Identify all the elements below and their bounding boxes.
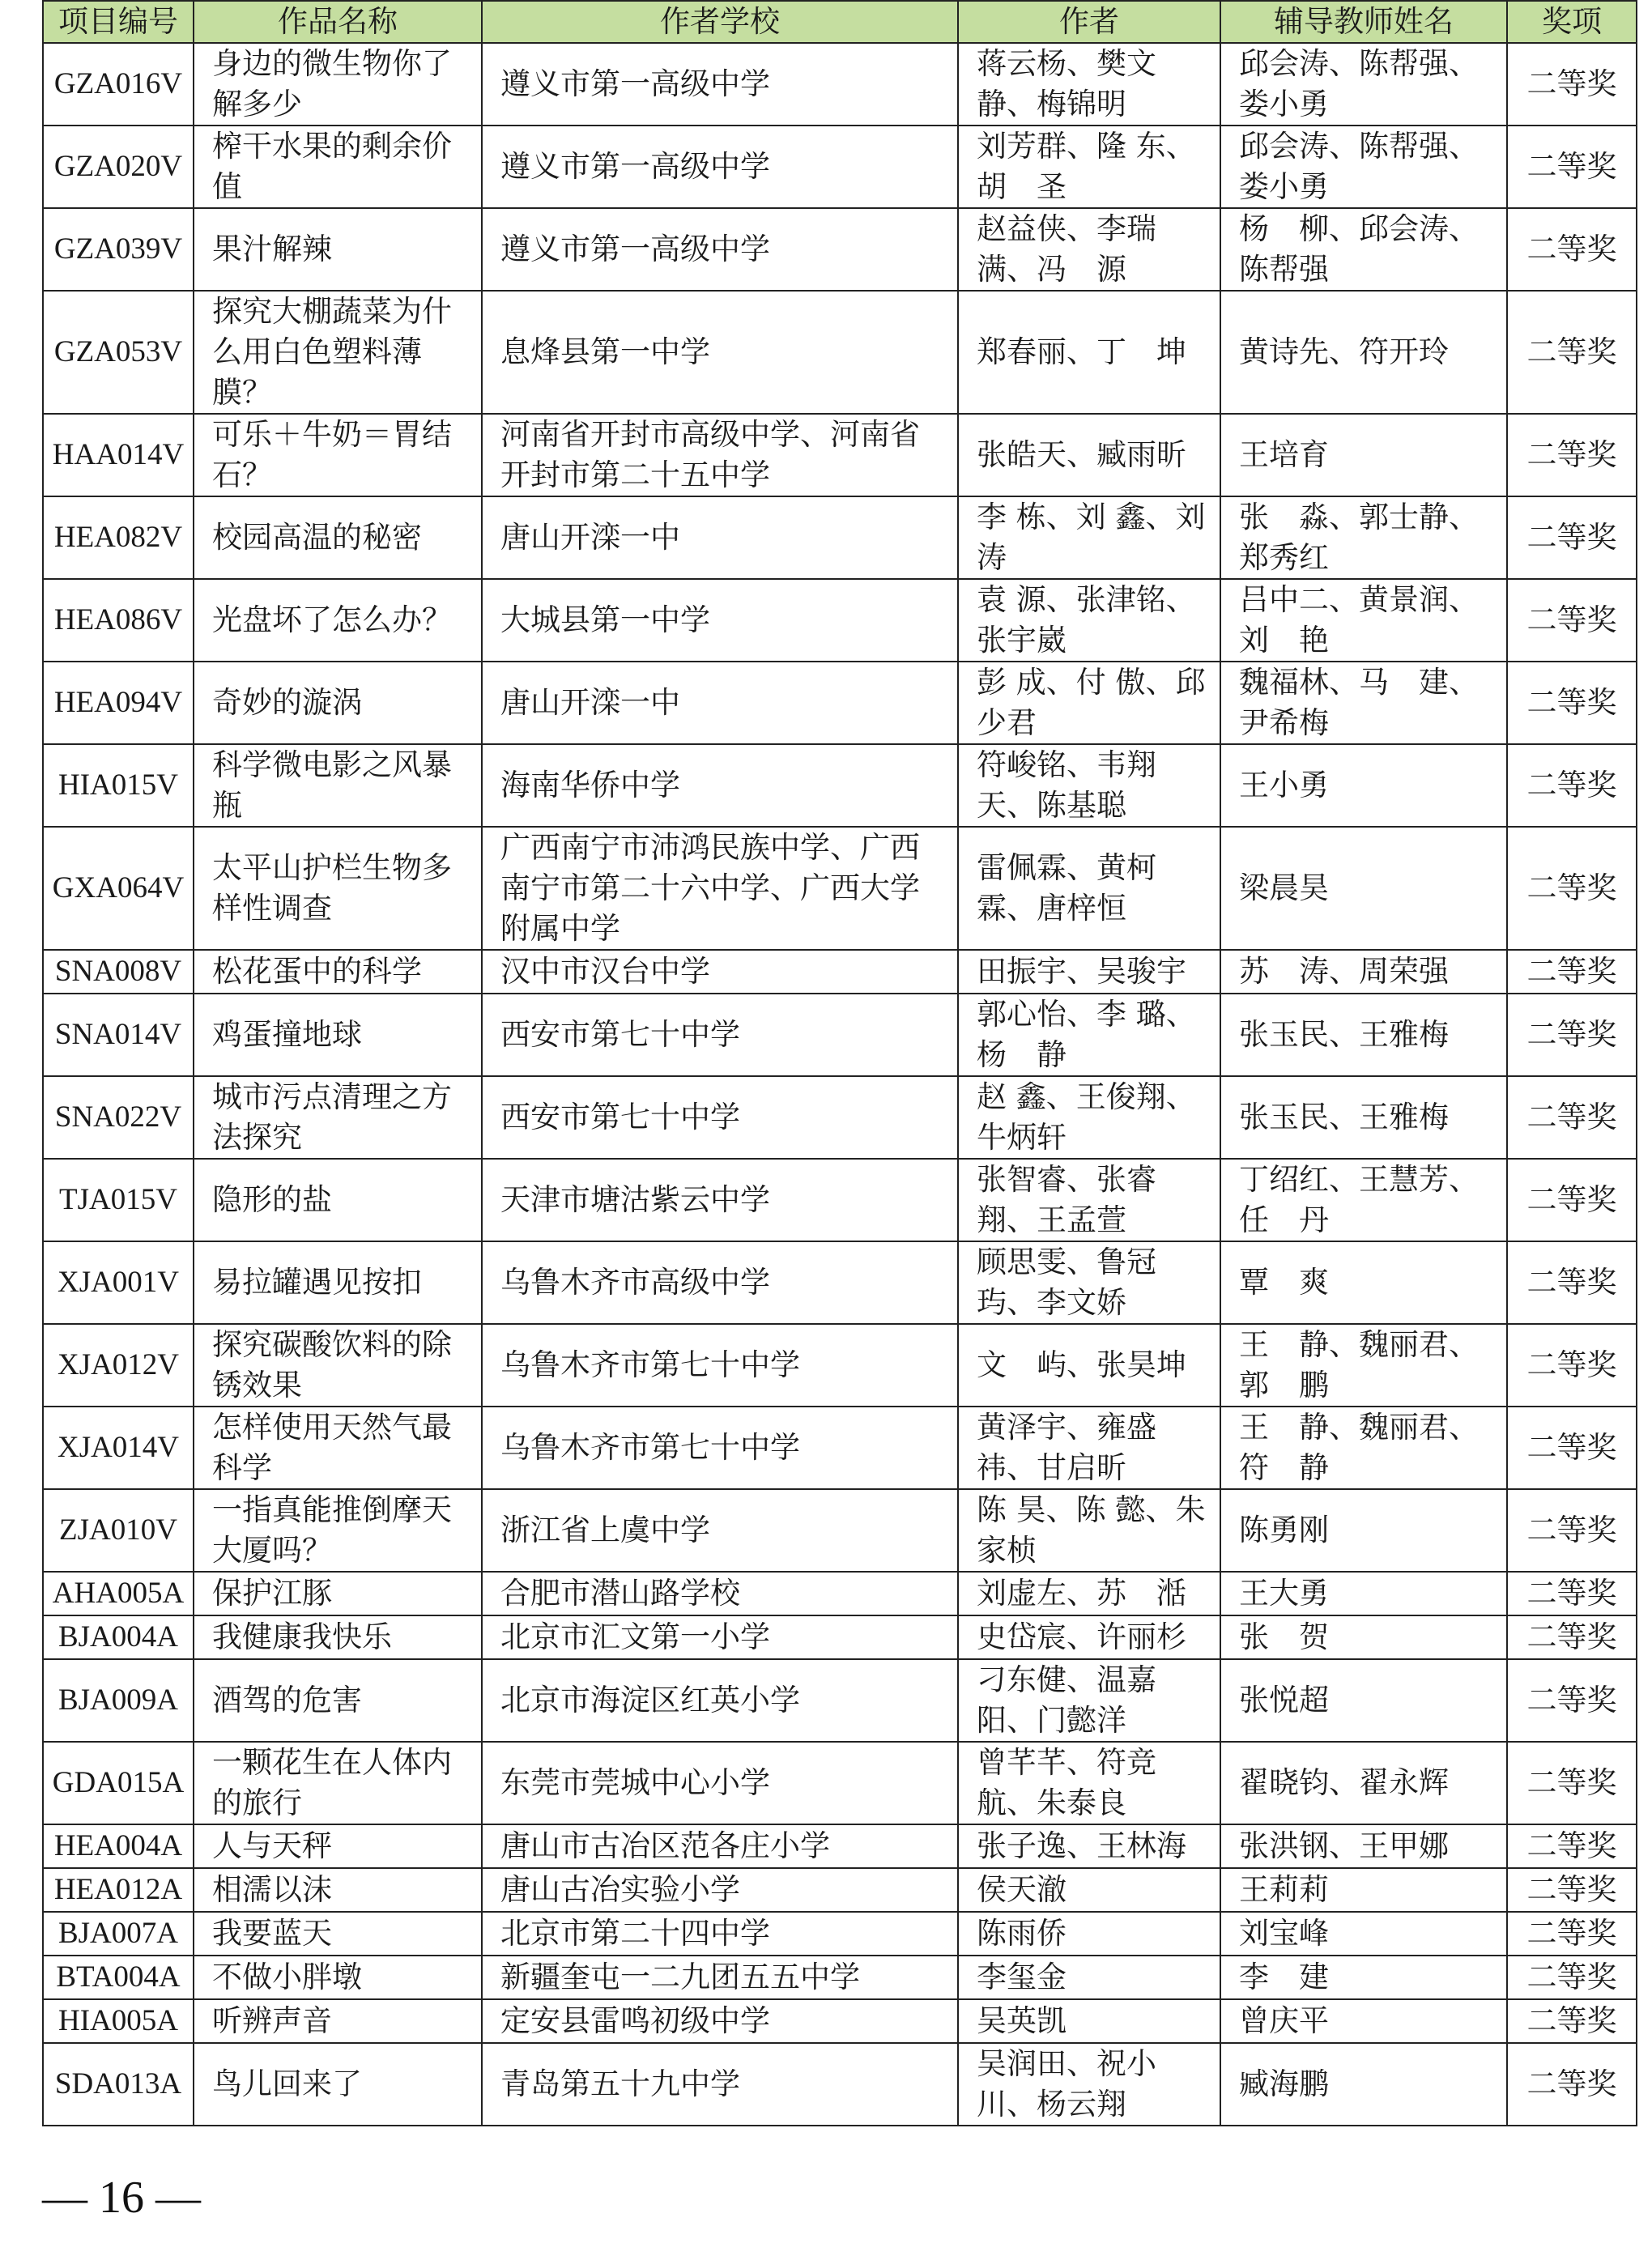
- table-row: [43, 1659, 1637, 1742]
- award-cell: 二等奖: [1507, 414, 1637, 496]
- award-cell: 二等奖: [1507, 662, 1637, 744]
- teachers-cell: 张 淼、郭士静、郑秀红: [1220, 496, 1507, 579]
- teachers-cell: 翟晓钧、翟永辉: [1220, 1742, 1507, 1824]
- header-school: 作者学校: [482, 1, 958, 43]
- award-cell: 二等奖: [1507, 126, 1637, 208]
- award-cell: 二等奖: [1507, 1076, 1637, 1159]
- teachers-cell: 邱会涛、陈帮强、娄小勇: [1220, 43, 1507, 126]
- school-name-cell: 东莞市莞城中心小学: [482, 1742, 958, 1824]
- teachers-cell: 王大勇: [1220, 1572, 1507, 1615]
- table-row: [43, 994, 1637, 1076]
- table-row: [43, 1241, 1637, 1324]
- authors-cell: 刘芳群、隆 东、胡 圣: [958, 126, 1220, 208]
- work-name-cell: 奇妙的漩涡: [194, 662, 482, 744]
- award-cell: 二等奖: [1507, 43, 1637, 126]
- table-row: [43, 1572, 1637, 1615]
- project-id-cell: BJA004A: [43, 1615, 194, 1659]
- school-name-cell: 定安县雷鸣初级中学: [482, 1999, 958, 2043]
- authors-cell: 蒋云杨、樊文静、梅锦明: [958, 43, 1220, 126]
- authors-cell: 吴英凯: [958, 1999, 1220, 2043]
- project-id-cell: HEA004A: [43, 1824, 194, 1868]
- project-id-cell: GZA053V: [43, 291, 194, 414]
- teachers-cell: 刘宝峰: [1220, 1912, 1507, 1956]
- teachers-cell: 覃 爽: [1220, 1241, 1507, 1324]
- school-name-cell: 唐山市古冶区范各庄小学: [482, 1824, 958, 1868]
- project-id-cell: HAA014V: [43, 414, 194, 496]
- award-cell: 二等奖: [1507, 1159, 1637, 1241]
- project-id-cell: BTA004A: [43, 1956, 194, 1999]
- work-name-cell: 隐形的盐: [194, 1159, 482, 1241]
- authors-cell: 陈雨侨: [958, 1912, 1220, 1956]
- award-cell: 二等奖: [1507, 496, 1637, 579]
- table-row: [43, 1407, 1637, 1489]
- school-name-cell: 河南省开封市高级中学、河南省开封市第二十五中学: [482, 414, 958, 496]
- table-row: [43, 1324, 1637, 1407]
- school-name-cell: 西安市第七十中学: [482, 994, 958, 1076]
- project-id-cell: HEA086V: [43, 579, 194, 662]
- teachers-cell: 臧海鹏: [1220, 2043, 1507, 2126]
- header-row: [43, 1, 1637, 43]
- work-name-cell: 保护江豚: [194, 1572, 482, 1615]
- header-teachers: 辅导教师姓名: [1220, 1, 1507, 43]
- school-name-cell: 广西南宁市沛鸿民族中学、广西南宁市第二十六中学、广西大学附属中学: [482, 827, 958, 950]
- work-name-cell: 身边的微生物你了解多少: [194, 43, 482, 126]
- authors-cell: 刘虚左、苏 湉: [958, 1572, 1220, 1615]
- authors-cell: 陈 昊、陈 懿、朱家桢: [958, 1489, 1220, 1572]
- award-cell: 二等奖: [1507, 1324, 1637, 1407]
- school-name-cell: 大城县第一中学: [482, 579, 958, 662]
- table-row: [43, 950, 1637, 994]
- authors-cell: 文 屿、张昊坤: [958, 1324, 1220, 1407]
- header-authors: 作者: [958, 1, 1220, 43]
- authors-cell: 彭 成、付 傲、邱少君: [958, 662, 1220, 744]
- table-row: [43, 1956, 1637, 1999]
- table-row: [43, 291, 1637, 414]
- work-name-cell: 鸡蛋撞地球: [194, 994, 482, 1076]
- work-name-cell: 可乐＋牛奶＝胃结石？: [194, 414, 482, 496]
- project-id-cell: GDA015A: [43, 1742, 194, 1824]
- teachers-cell: 杨 柳、邱会涛、陈帮强: [1220, 208, 1507, 291]
- project-id-cell: AHA005A: [43, 1572, 194, 1615]
- table-row: [43, 744, 1637, 827]
- school-name-cell: 北京市汇文第一小学: [482, 1615, 958, 1659]
- award-cell: 二等奖: [1507, 291, 1637, 414]
- authors-cell: 袁 源、张津铭、张宇崴: [958, 579, 1220, 662]
- table-row: [43, 496, 1637, 579]
- teachers-cell: 苏 涛、周荣强: [1220, 950, 1507, 994]
- header-work-name: 作品名称: [194, 1, 482, 43]
- award-cell: 二等奖: [1507, 1824, 1637, 1868]
- table-row: [43, 2043, 1637, 2126]
- award-cell: 二等奖: [1507, 827, 1637, 950]
- teachers-cell: 张悦超: [1220, 1659, 1507, 1742]
- award-cell: 二等奖: [1507, 1912, 1637, 1956]
- award-cell: 二等奖: [1507, 744, 1637, 827]
- authors-cell: 张智睿、张睿翔、王孟萱: [958, 1159, 1220, 1241]
- award-cell: 二等奖: [1507, 1489, 1637, 1572]
- work-name-cell: 光盘坏了怎么办？: [194, 579, 482, 662]
- project-id-cell: GZA016V: [43, 43, 194, 126]
- work-name-cell: 松花蛋中的科学: [194, 950, 482, 994]
- project-id-cell: HEA082V: [43, 496, 194, 579]
- project-id-cell: HIA015V: [43, 744, 194, 827]
- award-cell: 二等奖: [1507, 1868, 1637, 1912]
- table-row: [43, 126, 1637, 208]
- page-number: — 16 —: [42, 2173, 201, 2223]
- work-name-cell: 听辨声音: [194, 1999, 482, 2043]
- school-name-cell: 息烽县第一中学: [482, 291, 958, 414]
- award-table: [42, 0, 1637, 2126]
- work-name-cell: 果汁解辣: [194, 208, 482, 291]
- teachers-cell: 王莉莉: [1220, 1868, 1507, 1912]
- table-body: [43, 43, 1637, 2126]
- authors-cell: 侯天澈: [958, 1868, 1220, 1912]
- work-name-cell: 酒驾的危害: [194, 1659, 482, 1742]
- award-cell: 二等奖: [1507, 1742, 1637, 1824]
- work-name-cell: 榨干水果的剩余价值: [194, 126, 482, 208]
- authors-cell: 郭心怡、李 璐、杨 静: [958, 994, 1220, 1076]
- table-row: [43, 827, 1637, 950]
- authors-cell: 黄泽宇、雍盛祎、甘启昕: [958, 1407, 1220, 1489]
- work-name-cell: 校园高温的秘密: [194, 496, 482, 579]
- work-name-cell: 探究大棚蔬菜为什么用白色塑料薄膜？: [194, 291, 482, 414]
- authors-cell: 曾芊芊、符竞航、朱泰良: [958, 1742, 1220, 1824]
- project-id-cell: BJA009A: [43, 1659, 194, 1742]
- authors-cell: 刁东健、温嘉阳、门懿洋: [958, 1659, 1220, 1742]
- work-name-cell: 易拉罐遇见按扣: [194, 1241, 482, 1324]
- authors-cell: 李 栋、刘 鑫、刘 涛: [958, 496, 1220, 579]
- award-cell: 二等奖: [1507, 1241, 1637, 1324]
- school-name-cell: 唐山开滦一中: [482, 662, 958, 744]
- school-name-cell: 遵义市第一高级中学: [482, 126, 958, 208]
- project-id-cell: SNA014V: [43, 994, 194, 1076]
- award-cell: 二等奖: [1507, 950, 1637, 994]
- work-name-cell: 怎样使用天然气最科学: [194, 1407, 482, 1489]
- work-name-cell: 我要蓝天: [194, 1912, 482, 1956]
- project-id-cell: ZJA010V: [43, 1489, 194, 1572]
- teachers-cell: 王 静、魏丽君、符 静: [1220, 1407, 1507, 1489]
- school-name-cell: 唐山开滦一中: [482, 496, 958, 579]
- teachers-cell: 曾庆平: [1220, 1999, 1507, 2043]
- table-row: [43, 208, 1637, 291]
- school-name-cell: 天津市塘沽紫云中学: [482, 1159, 958, 1241]
- work-name-cell: 一颗花生在人体内的旅行: [194, 1742, 482, 1824]
- header-project-id: 项目编号: [43, 1, 194, 43]
- table-row: [43, 1159, 1637, 1241]
- teachers-cell: 李 建: [1220, 1956, 1507, 1999]
- table-row: [43, 1999, 1637, 2043]
- teachers-cell: 丁绍红、王慧芳、任 丹: [1220, 1159, 1507, 1241]
- work-name-cell: 城市污点清理之方法探究: [194, 1076, 482, 1159]
- work-name-cell: 相濡以沫: [194, 1868, 482, 1912]
- table-row: [43, 1824, 1637, 1868]
- school-name-cell: 乌鲁木齐市第七十中学: [482, 1407, 958, 1489]
- project-id-cell: BJA007A: [43, 1912, 194, 1956]
- project-id-cell: GXA064V: [43, 827, 194, 950]
- authors-cell: 符峻铭、韦翔天、陈基聪: [958, 744, 1220, 827]
- authors-cell: 赵益侠、李瑞满、冯 源: [958, 208, 1220, 291]
- table-row: [43, 1912, 1637, 1956]
- project-id-cell: GZA020V: [43, 126, 194, 208]
- school-name-cell: 乌鲁木齐市高级中学: [482, 1241, 958, 1324]
- authors-cell: 史岱宸、许丽杉: [958, 1615, 1220, 1659]
- award-cell: 二等奖: [1507, 1407, 1637, 1489]
- work-name-cell: 人与天秤: [194, 1824, 482, 1868]
- project-id-cell: XJA012V: [43, 1324, 194, 1407]
- school-name-cell: 浙江省上虞中学: [482, 1489, 958, 1572]
- school-name-cell: 遵义市第一高级中学: [482, 208, 958, 291]
- work-name-cell: 探究碳酸饮料的除锈效果: [194, 1324, 482, 1407]
- table-row: [43, 43, 1637, 126]
- authors-cell: 张子逸、王林海: [958, 1824, 1220, 1868]
- school-name-cell: 西安市第七十中学: [482, 1076, 958, 1159]
- work-name-cell: 鸟儿回来了: [194, 2043, 482, 2126]
- award-cell: 二等奖: [1507, 2043, 1637, 2126]
- teachers-cell: 王 静、魏丽君、郭 鹏: [1220, 1324, 1507, 1407]
- authors-cell: 雷佩霖、黄柯霖、唐梓恒: [958, 827, 1220, 950]
- teachers-cell: 王小勇: [1220, 744, 1507, 827]
- authors-cell: 赵 鑫、王俊翔、牛炳轩: [958, 1076, 1220, 1159]
- project-id-cell: XJA001V: [43, 1241, 194, 1324]
- teachers-cell: 梁晨昊: [1220, 827, 1507, 950]
- project-id-cell: GZA039V: [43, 208, 194, 291]
- project-id-cell: HIA005A: [43, 1999, 194, 2043]
- authors-cell: 张皓天、臧雨昕: [958, 414, 1220, 496]
- teachers-cell: 邱会涛、陈帮强、娄小勇: [1220, 126, 1507, 208]
- teachers-cell: 陈勇刚: [1220, 1489, 1507, 1572]
- work-name-cell: 不做小胖墩: [194, 1956, 482, 1999]
- work-name-cell: 我健康我快乐: [194, 1615, 482, 1659]
- authors-cell: 郑春丽、丁 坤: [958, 291, 1220, 414]
- school-name-cell: 合肥市潜山路学校: [482, 1572, 958, 1615]
- table-row: [43, 662, 1637, 744]
- project-id-cell: HEA012A: [43, 1868, 194, 1912]
- teachers-cell: 黄诗先、符开玲: [1220, 291, 1507, 414]
- project-id-cell: TJA015V: [43, 1159, 194, 1241]
- school-name-cell: 唐山古冶实验小学: [482, 1868, 958, 1912]
- table-header: [43, 1, 1637, 43]
- award-cell: 二等奖: [1507, 1999, 1637, 2043]
- award-cell: 二等奖: [1507, 1659, 1637, 1742]
- table-row: [43, 414, 1637, 496]
- award-cell: 二等奖: [1507, 1956, 1637, 1999]
- teachers-cell: 张玉民、王雅梅: [1220, 1076, 1507, 1159]
- award-cell: 二等奖: [1507, 208, 1637, 291]
- school-name-cell: 汉中市汉台中学: [482, 950, 958, 994]
- teachers-cell: 张 贺: [1220, 1615, 1507, 1659]
- teachers-cell: 张洪钢、王甲娜: [1220, 1824, 1507, 1868]
- school-name-cell: 新疆奎屯一二九团五五中学: [482, 1956, 958, 1999]
- teachers-cell: 吕中二、黄景润、刘 艳: [1220, 579, 1507, 662]
- table-row: [43, 1868, 1637, 1912]
- project-id-cell: SNA008V: [43, 950, 194, 994]
- table-row: [43, 1076, 1637, 1159]
- teachers-cell: 张玉民、王雅梅: [1220, 994, 1507, 1076]
- project-id-cell: SDA013A: [43, 2043, 194, 2126]
- teachers-cell: 魏福林、马 建、尹希梅: [1220, 662, 1507, 744]
- award-cell: 二等奖: [1507, 579, 1637, 662]
- school-name-cell: 北京市第二十四中学: [482, 1912, 958, 1956]
- authors-cell: 顾思雯、鲁冠玙、李文娇: [958, 1241, 1220, 1324]
- school-name-cell: 北京市海淀区红英小学: [482, 1659, 958, 1742]
- award-cell: 二等奖: [1507, 1572, 1637, 1615]
- project-id-cell: SNA022V: [43, 1076, 194, 1159]
- work-name-cell: 一指真能推倒摩天大厦吗？: [194, 1489, 482, 1572]
- authors-cell: 李玺金: [958, 1956, 1220, 1999]
- award-cell: 二等奖: [1507, 1615, 1637, 1659]
- work-name-cell: 太平山护栏生物多样性调查: [194, 827, 482, 950]
- table-row: [43, 1489, 1637, 1572]
- authors-cell: 田振宇、吴骏宇: [958, 950, 1220, 994]
- work-name-cell: 科学微电影之风暴瓶: [194, 744, 482, 827]
- award-cell: 二等奖: [1507, 994, 1637, 1076]
- teachers-cell: 王培育: [1220, 414, 1507, 496]
- header-award: 奖项: [1507, 1, 1637, 43]
- authors-cell: 吴润田、祝小川、杨云翔: [958, 2043, 1220, 2126]
- table-row: [43, 1742, 1637, 1824]
- school-name-cell: 青岛第五十九中学: [482, 2043, 958, 2126]
- table-row: [43, 1615, 1637, 1659]
- school-name-cell: 海南华侨中学: [482, 744, 958, 827]
- project-id-cell: XJA014V: [43, 1407, 194, 1489]
- project-id-cell: HEA094V: [43, 662, 194, 744]
- school-name-cell: 遵义市第一高级中学: [482, 43, 958, 126]
- table-row: [43, 579, 1637, 662]
- school-name-cell: 乌鲁木齐市第七十中学: [482, 1324, 958, 1407]
